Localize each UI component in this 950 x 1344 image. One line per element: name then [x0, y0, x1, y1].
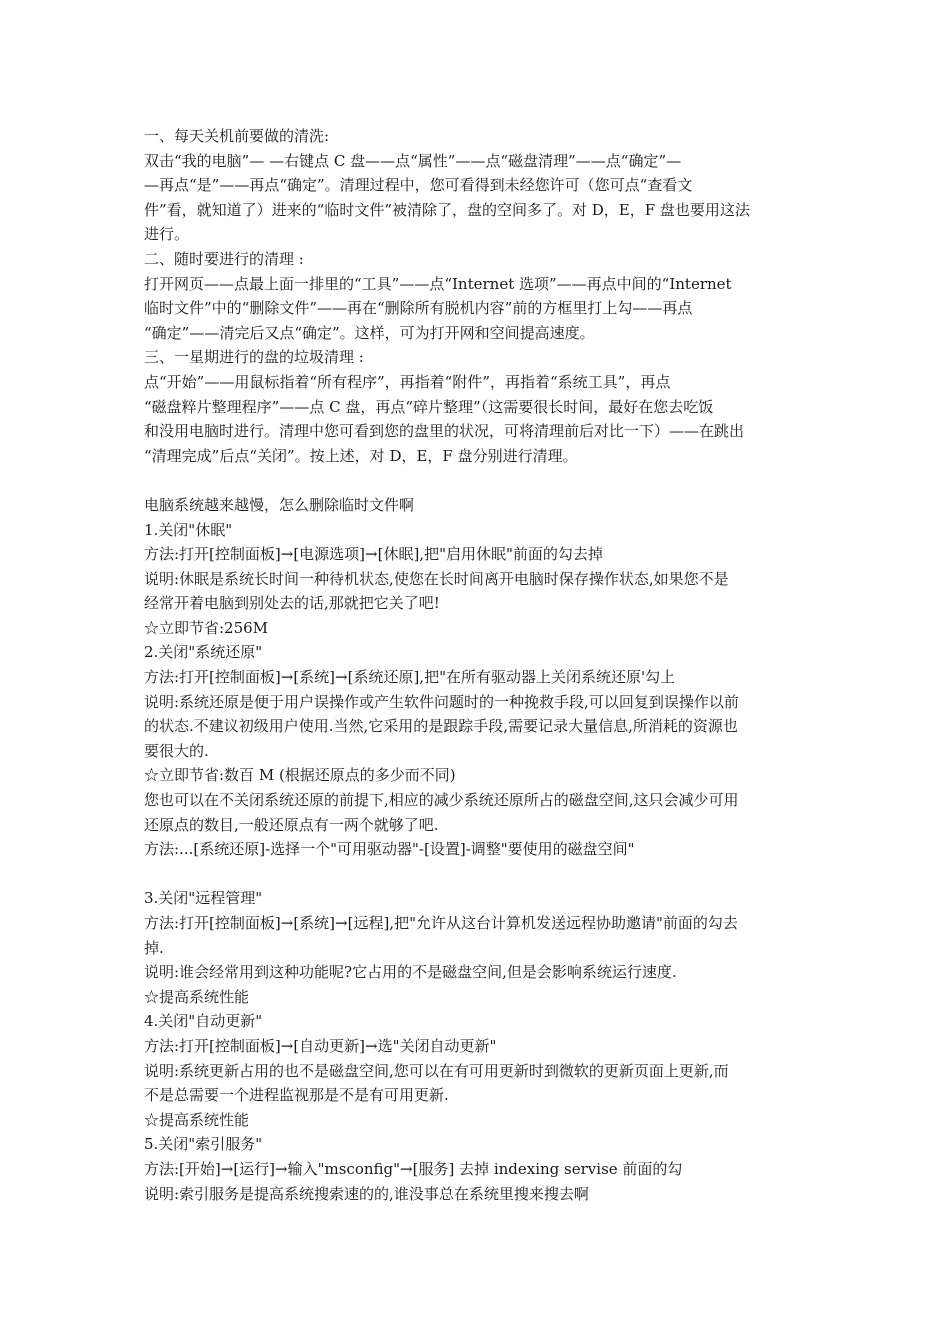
method-line: 方法:打开[控制面板]→[自动更新]→选"关闭自动更新" — [144, 1036, 497, 1055]
paragraph-line: 临时文件”中的“删除文件”——再在“删除所有脱机内容”前的方框里打上勾——再点 — [144, 299, 693, 318]
item-heading: 2.关闭"系统还原" — [144, 643, 263, 662]
benefit-line: ☆立即节省:数百 M (根据还原点的多少而不同) — [144, 766, 456, 785]
method-line: 方法:[开始]→[运行]→输入"msconfig"→[服务] 去掉 indexing servise 前面的勾 — [144, 1159, 683, 1178]
section-heading: 电脑系统越来越慢，怎么删除临时文件啊 — [144, 495, 415, 514]
paragraph-line: “清理完成”后点“关闭”。按上述，对 D，E，F 盘分别进行清理。 — [144, 446, 578, 465]
method-line: 方法:打开[控制面板]→[系统]→[远程],把"允许从这台计算机发送远程协助邀请"前面的勾去 — [144, 914, 738, 932]
note-line: 说明:系统更新占用的也不是磁盘空间,您可以在有可用更新时到微软的更新页面上更新,而 — [144, 1061, 729, 1080]
paragraph-line: 打开网页——点最上面一排里的“工具”——点“Internet 选项”——再点中间的“Internet — [144, 274, 732, 293]
paragraph-line: 和没用电脑时进行。清理中您可看到您的盘里的状况，可将清理前后对比一下）——在跳出 — [144, 422, 745, 441]
paragraph-line: 您也可以在不关闭系统还原的前提下,相应的减少系统还原所占的磁盘空间,这只会减少可用 — [144, 791, 739, 810]
blank-line — [144, 862, 808, 887]
note-line: 不是总需要一个进程监视那是不是有可用更新. — [144, 1086, 449, 1105]
paragraph-line: 点“开始”——用鼠标指着“所有程序”，再指着“附件”，再指着“系统工具”，再点 — [144, 372, 671, 391]
method-line: 方法:打开[控制面板]→[系统]→[系统还原],把"在所有驱动器上关闭系统还原'勾上 — [144, 668, 676, 687]
note-line: 说明:谁会经常用到这种功能呢?它占用的不是磁盘空间,但是会影响系统运行速度. — [144, 963, 677, 982]
note-line: 经常开着电脑到别处去的话,那就把它关了吧! — [144, 594, 440, 613]
section-heading: 三、一星期进行的盘的垃圾清理 : — [144, 348, 364, 367]
section-heading: 一、每天关机前要做的清洗: — [144, 127, 330, 145]
paragraph-line: 件”看，就知道了）进来的“临时文件”被清除了，盘的空间多了。对 D，E，F 盘也要用这法 — [144, 200, 750, 219]
note-line: 说明:休眠是系统长时间一种待机状态,使您在长时间离开电脑时保存操作状态,如果您不是 — [144, 569, 729, 588]
note-line: 说明:索引服务是提高系统搜索速的的,谁没事总在系统里搜来搜去啊 — [144, 1184, 589, 1203]
paragraph-line: “确定”——清完后又点“确定”。这样，可为打开网和空间提高速度。 — [144, 323, 595, 342]
note-line: 要很大的. — [144, 741, 209, 760]
method-line: 掉. — [144, 938, 164, 957]
benefit-line: ☆提高系统性能 — [144, 987, 250, 1006]
benefit-line: ☆立即节省:256M — [144, 618, 269, 637]
item-heading: 5.关闭"索引服务" — [144, 1135, 263, 1154]
paragraph-line: 进行。 — [144, 225, 190, 244]
method-line: 方法:...[系统还原]-选择一个"可用驱动器"-[设置]-调整"要使用的磁盘空间" — [144, 840, 635, 859]
benefit-line: ☆提高系统性能 — [144, 1110, 250, 1129]
paragraph-line: 还原点的数目,一般还原点有一两个就够了吧. — [144, 815, 439, 834]
paragraph-line: “磁盘粹片整理程序”——点 C 盘，再点“碎片整理”（这需要很长时间，最好在您去吃饭 — [144, 397, 714, 416]
method-line: 方法:打开[控制面板]→[电源选项]→[休眠],把"启用休眠"前面的勾去掉 — [144, 545, 603, 564]
note-line: 的状态.不建议初级用户使用.当然,它采用的是跟踪手段,需要记录大量信息,所消耗的资源也 — [144, 717, 738, 736]
item-heading: 1.关闭"休眠" — [144, 520, 233, 539]
section-heading: 二、随时要进行的清理 : — [144, 249, 304, 268]
document-body — [144, 124, 808, 1206]
note-line: 说明:系统还原是便于用户误操作或产生软件问题时的一种挽救手段,可以回复到误操作以前 — [144, 692, 739, 711]
item-heading: 4.关闭"自动更新" — [144, 1012, 263, 1031]
blank-line — [144, 468, 808, 493]
item-heading: 3.关闭"远程管理" — [144, 889, 263, 908]
paragraph-line: —再点“是”——再点“确定”。清理过程中，您可看得到未经您许可（您可点“查看文 — [144, 176, 693, 195]
paragraph-line: 双击“我的电脑”— —右键点 C 盘——点“属性”——点“磁盘清理”——点“确定”— — [144, 151, 682, 170]
